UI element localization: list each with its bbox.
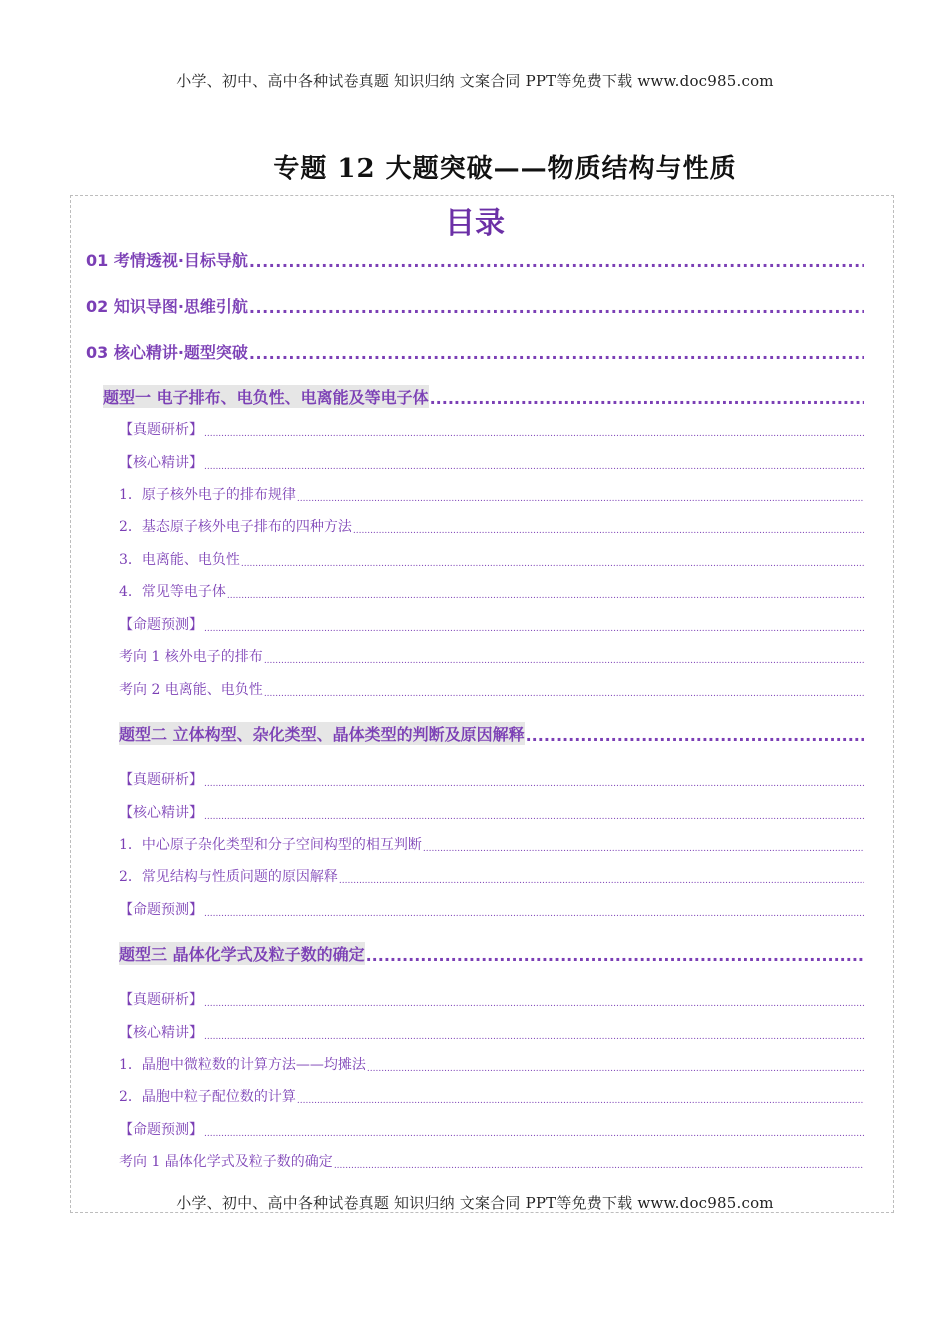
document-title: 专题 12 大题突破——物质结构与性质	[273, 154, 737, 184]
toc-section-1[interactable]	[86, 248, 864, 271]
dot-leader	[334, 1161, 864, 1171]
toc-item-label: 【核心精讲】	[119, 805, 203, 821]
toc-item[interactable]	[119, 1086, 864, 1106]
toc-item[interactable]	[119, 484, 864, 504]
toc-section-3[interactable]	[86, 340, 864, 363]
toc-item[interactable]	[119, 646, 864, 666]
dot-leader	[204, 812, 864, 822]
toc-item-label: 考向 1 核外电子的排布	[119, 649, 263, 665]
toc-item[interactable]	[119, 1022, 864, 1042]
toc-item[interactable]	[119, 989, 864, 1009]
toc-section-label: 01 考情透视·目标导航	[86, 251, 248, 270]
dot-leader	[353, 526, 864, 536]
dot-leader	[339, 876, 864, 886]
toc-item-label: 【命题预测】	[119, 1122, 203, 1138]
dot-leader	[204, 429, 864, 439]
dot-leader	[241, 559, 864, 569]
toc-item-label: 【命题预测】	[119, 902, 203, 918]
dot-leader	[249, 344, 864, 363]
toc-item-label: 【命题预测】	[119, 617, 203, 633]
toc-item[interactable]	[119, 1151, 864, 1171]
toc-item-label: 2．基态原子核外电子排布的四种方法	[119, 519, 352, 535]
toc-item-label: 3．电离能、电负性	[119, 552, 240, 568]
toc-item[interactable]	[119, 866, 864, 886]
dot-leader	[367, 1064, 864, 1074]
toc-item-label: 2．常见结构与性质问题的原因解释	[119, 869, 338, 885]
toc-item[interactable]	[119, 614, 864, 634]
toc-item[interactable]	[119, 802, 864, 822]
toc-item-label: 【真题研析】	[119, 772, 203, 788]
dot-leader	[297, 494, 864, 504]
toc-item[interactable]	[119, 452, 864, 472]
toc-item[interactable]	[119, 549, 864, 569]
dot-leader	[249, 252, 864, 271]
dot-leader	[204, 624, 864, 634]
toc-type-3[interactable]	[119, 942, 864, 965]
toc-heading: 目录	[445, 206, 505, 241]
dot-leader	[297, 1096, 864, 1106]
toc-item[interactable]	[119, 516, 864, 536]
toc-item[interactable]	[119, 769, 864, 789]
toc-type-label: 题型一 电子排布、电负性、电离能及等电子体	[103, 385, 429, 408]
toc-item-label: 考向 1 晶体化学式及粒子数的确定	[119, 1154, 333, 1170]
dot-leader	[227, 591, 864, 601]
toc-item-label: 【真题研析】	[119, 422, 203, 438]
dot-leader	[366, 946, 864, 965]
dot-leader	[249, 298, 864, 317]
dot-leader	[423, 844, 864, 854]
toc-item[interactable]	[119, 679, 864, 699]
toc-section-2[interactable]	[86, 294, 864, 317]
dot-leader	[204, 999, 864, 1009]
toc-type-label: 题型三 晶体化学式及粒子数的确定	[119, 942, 365, 965]
toc-item[interactable]	[119, 1119, 864, 1139]
toc-item-label: 1．中心原子杂化类型和分子空间构型的相互判断	[119, 837, 422, 853]
dot-leader	[204, 909, 864, 919]
toc-item[interactable]	[119, 581, 864, 601]
toc-item[interactable]	[119, 834, 864, 854]
toc-item-label: 4．常见等电子体	[119, 584, 226, 600]
toc-item-label: 1．原子核外电子的排布规律	[119, 487, 296, 503]
dot-leader	[264, 689, 864, 699]
toc-item[interactable]	[119, 1054, 864, 1074]
toc-item-label: 考向 2 电离能、电负性	[119, 682, 263, 698]
toc-item-label: 1．晶胞中微粒数的计算方法——均摊法	[119, 1057, 366, 1073]
page-footer: 小学、初中、高中各种试卷真题 知识归纳 文案合同 PPT等免费下载 www.doc985.com	[176, 1194, 774, 1212]
dot-leader	[430, 389, 864, 408]
dot-leader	[526, 726, 864, 745]
dot-leader	[204, 1032, 864, 1042]
toc-item[interactable]	[119, 899, 864, 919]
toc-item[interactable]	[119, 419, 864, 439]
toc-type-label: 题型二 立体构型、杂化类型、晶体类型的判断及原因解释	[119, 722, 525, 745]
toc-item-label: 【核心精讲】	[119, 455, 203, 471]
dot-leader	[204, 462, 864, 472]
toc-section-label: 02 知识导图·思维引航	[86, 297, 248, 316]
toc-item-label: 【真题研析】	[119, 992, 203, 1008]
toc-section-label: 03 核心精讲·题型突破	[86, 343, 248, 362]
dot-leader	[204, 1129, 864, 1139]
dot-leader	[264, 656, 864, 666]
toc-item-label: 【核心精讲】	[119, 1025, 203, 1041]
toc-type-2[interactable]	[119, 722, 864, 745]
dot-leader	[204, 779, 864, 789]
toc-type-1[interactable]	[103, 385, 864, 408]
page-header: 小学、初中、高中各种试卷真题 知识归纳 文案合同 PPT等免费下载 www.doc985.com	[176, 72, 774, 90]
toc-item-label: 2．晶胞中粒子配位数的计算	[119, 1089, 296, 1105]
